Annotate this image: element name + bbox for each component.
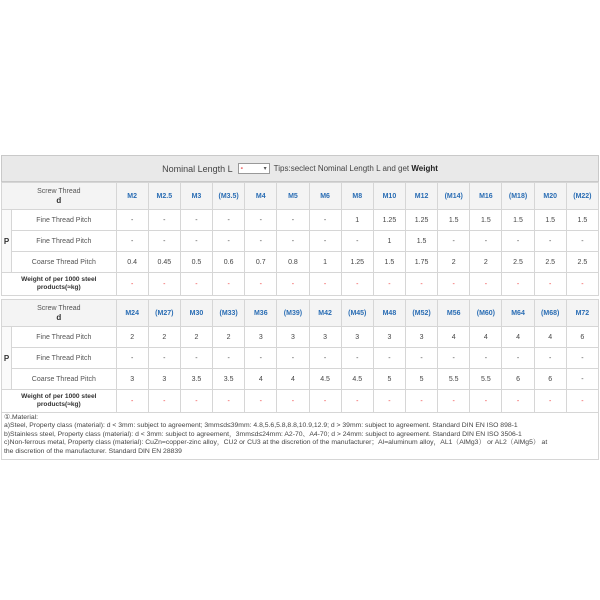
size-cell: M42 bbox=[309, 300, 341, 327]
size-cell: M48 bbox=[373, 300, 405, 327]
value-cell: 2.5 bbox=[566, 252, 598, 273]
value-cell: - bbox=[116, 348, 148, 369]
value-cell: - bbox=[341, 231, 373, 252]
value-cell: 6 bbox=[502, 369, 534, 390]
value-cell: 5 bbox=[405, 369, 437, 390]
pitch-p-label: P bbox=[2, 327, 12, 390]
value-cell: 5.5 bbox=[438, 369, 470, 390]
weight-cell: - bbox=[438, 390, 470, 413]
value-cell: 2 bbox=[438, 252, 470, 273]
nominal-length-header bbox=[1, 155, 599, 182]
note-steel: a)Steel, Property class (material): d < 3mm: subject to agreement; 3mm≤d≤39mm: 4.8,5.6,5.8,8.8,10.9,12.9; d > 39mm: subject to agreement. Standard DIN EN ISO 898-1 bbox=[4, 422, 518, 430]
size-cell: (M52) bbox=[405, 300, 437, 327]
value-cell: 5.5 bbox=[470, 369, 502, 390]
nominal-length-select-value: - bbox=[240, 165, 243, 172]
value-cell: - bbox=[148, 348, 180, 369]
value-cell: 3 bbox=[277, 327, 309, 348]
value-cell: - bbox=[438, 231, 470, 252]
value-cell: 0.4 bbox=[116, 252, 148, 273]
value-cell: 4 bbox=[245, 369, 277, 390]
weight-cell: - bbox=[502, 390, 534, 413]
value-cell: 0.8 bbox=[277, 252, 309, 273]
size-cell: M24 bbox=[116, 300, 148, 327]
value-cell: 1.5 bbox=[534, 210, 566, 231]
weight-cell: - bbox=[341, 273, 373, 296]
size-cell: (M60) bbox=[470, 300, 502, 327]
weight-cell: - bbox=[116, 273, 148, 296]
value-cell: 2 bbox=[470, 252, 502, 273]
value-cell: - bbox=[534, 231, 566, 252]
value-cell: 6 bbox=[566, 327, 598, 348]
value-cell: - bbox=[277, 348, 309, 369]
value-cell: 2.5 bbox=[534, 252, 566, 273]
size-cell: M8 bbox=[341, 183, 373, 210]
value-cell: 3 bbox=[373, 327, 405, 348]
weight-cell: - bbox=[180, 390, 212, 413]
weight-cell: - bbox=[148, 390, 180, 413]
fine-pitch-label: Fine Thread Pitch bbox=[12, 327, 117, 348]
screw-thread-text: Screw Thread bbox=[37, 188, 81, 195]
chevron-down-icon: ▾ bbox=[263, 166, 267, 172]
weight-cell: - bbox=[213, 390, 245, 413]
weight-cell: - bbox=[148, 273, 180, 296]
value-cell: - bbox=[245, 348, 277, 369]
value-cell: 4.5 bbox=[341, 369, 373, 390]
fine-pitch-row bbox=[2, 210, 599, 231]
fine-pitch-row-2 bbox=[2, 231, 599, 252]
value-cell: 4 bbox=[534, 327, 566, 348]
value-cell: 3.5 bbox=[180, 369, 212, 390]
weight-cell: - bbox=[470, 390, 502, 413]
fine-pitch-label-2: Fine Thread Pitch bbox=[12, 231, 117, 252]
value-cell: 6 bbox=[534, 369, 566, 390]
size-cell: M2.5 bbox=[148, 183, 180, 210]
size-cell: M12 bbox=[405, 183, 437, 210]
value-cell: 3 bbox=[116, 369, 148, 390]
weight-label: Weight of per 1000 steel products(≈kg) bbox=[21, 393, 97, 408]
value-cell: 1 bbox=[341, 210, 373, 231]
value-cell: 3 bbox=[341, 327, 373, 348]
value-cell: 4 bbox=[277, 369, 309, 390]
thread-tables bbox=[1, 182, 599, 413]
thread-table-2 bbox=[1, 299, 599, 413]
value-cell: 1.25 bbox=[373, 210, 405, 231]
weight-cell: - bbox=[309, 390, 341, 413]
weight-cell: - bbox=[277, 390, 309, 413]
weight-cell: - bbox=[309, 273, 341, 296]
weight-row bbox=[2, 273, 599, 296]
size-cell: M36 bbox=[245, 300, 277, 327]
value-cell: - bbox=[470, 348, 502, 369]
weight-cell: - bbox=[116, 390, 148, 413]
size-cell: M72 bbox=[566, 300, 598, 327]
tips-weight: Weight bbox=[411, 164, 438, 173]
value-cell: - bbox=[309, 210, 341, 231]
coarse-pitch-row bbox=[2, 252, 599, 273]
value-cell: 1 bbox=[309, 252, 341, 273]
weight-cell: - bbox=[566, 273, 598, 296]
size-cell: M4 bbox=[245, 183, 277, 210]
value-cell: - bbox=[502, 348, 534, 369]
size-row bbox=[2, 183, 599, 210]
weight-cell: - bbox=[245, 273, 277, 296]
size-row bbox=[2, 300, 599, 327]
fine-pitch-row-2 bbox=[2, 348, 599, 369]
weight-cell: - bbox=[277, 273, 309, 296]
value-cell: 3 bbox=[245, 327, 277, 348]
thread-d-label: d bbox=[56, 196, 62, 205]
value-cell: - bbox=[309, 348, 341, 369]
value-cell: - bbox=[213, 210, 245, 231]
value-cell: - bbox=[405, 348, 437, 369]
nominal-length-select[interactable] bbox=[238, 163, 270, 174]
weight-cell: - bbox=[470, 273, 502, 296]
value-cell: - bbox=[180, 231, 212, 252]
size-cell: (M33) bbox=[213, 300, 245, 327]
value-cell: - bbox=[148, 231, 180, 252]
value-cell: 1.5 bbox=[566, 210, 598, 231]
value-cell: 4 bbox=[438, 327, 470, 348]
value-cell: 1 bbox=[373, 231, 405, 252]
value-cell: - bbox=[116, 231, 148, 252]
value-cell: 0.7 bbox=[245, 252, 277, 273]
coarse-pitch-label: Coarse Thread Pitch bbox=[12, 252, 117, 273]
size-cell: M30 bbox=[180, 300, 212, 327]
weight-cell: - bbox=[534, 390, 566, 413]
coarse-pitch-label: Coarse Thread Pitch bbox=[12, 369, 117, 390]
weight-cell: - bbox=[405, 273, 437, 296]
size-cell: M3 bbox=[180, 183, 212, 210]
size-cell: (M14) bbox=[438, 183, 470, 210]
screw-thread-label bbox=[2, 304, 116, 322]
value-cell: - bbox=[566, 369, 598, 390]
value-cell: - bbox=[341, 348, 373, 369]
weight-cell: - bbox=[438, 273, 470, 296]
screw-thread-label bbox=[2, 187, 116, 205]
weight-cell: - bbox=[534, 273, 566, 296]
weight-cell: - bbox=[373, 390, 405, 413]
value-cell: 4 bbox=[470, 327, 502, 348]
size-cell: M10 bbox=[373, 183, 405, 210]
size-cell: M56 bbox=[438, 300, 470, 327]
size-cell: (M68) bbox=[534, 300, 566, 327]
size-cell: M6 bbox=[309, 183, 341, 210]
value-cell: 3 bbox=[309, 327, 341, 348]
value-cell: 1.5 bbox=[438, 210, 470, 231]
fine-pitch-label-2: Fine Thread Pitch bbox=[12, 348, 117, 369]
note-title: ①.Material: bbox=[4, 414, 39, 421]
screw-thread-cell bbox=[2, 300, 117, 327]
weight-cell: - bbox=[213, 273, 245, 296]
value-cell: 2 bbox=[116, 327, 148, 348]
screw-thread-text: Screw Thread bbox=[37, 305, 81, 312]
size-cell: M2 bbox=[116, 183, 148, 210]
value-cell: 4.5 bbox=[309, 369, 341, 390]
thread-d-label: d bbox=[56, 313, 62, 322]
size-cell: (M27) bbox=[148, 300, 180, 327]
value-cell: - bbox=[148, 210, 180, 231]
value-cell: 0.6 bbox=[213, 252, 245, 273]
value-cell: - bbox=[213, 348, 245, 369]
value-cell: - bbox=[566, 231, 598, 252]
value-cell: 1.25 bbox=[341, 252, 373, 273]
weight-row bbox=[2, 390, 599, 413]
weight-cell: - bbox=[341, 390, 373, 413]
value-cell: - bbox=[180, 210, 212, 231]
value-cell: - bbox=[277, 210, 309, 231]
weight-label-cell bbox=[2, 390, 117, 413]
fine-pitch-label: Fine Thread Pitch bbox=[12, 210, 117, 231]
screw-thread-cell bbox=[2, 183, 117, 210]
weight-cell: - bbox=[180, 273, 212, 296]
weight-cell: - bbox=[502, 273, 534, 296]
value-cell: - bbox=[502, 231, 534, 252]
value-cell: 0.5 bbox=[180, 252, 212, 273]
value-cell: 2 bbox=[213, 327, 245, 348]
size-cell: M20 bbox=[534, 183, 566, 210]
value-cell: - bbox=[438, 348, 470, 369]
size-cell: (M3.5) bbox=[213, 183, 245, 210]
value-cell: 2 bbox=[180, 327, 212, 348]
value-cell: - bbox=[309, 231, 341, 252]
value-cell: - bbox=[373, 348, 405, 369]
value-cell: - bbox=[277, 231, 309, 252]
note-nonferrous-cont: the discretion of the manufacturer. Standard DIN EN 28839 bbox=[4, 447, 182, 455]
value-cell: - bbox=[116, 210, 148, 231]
value-cell: 0.45 bbox=[148, 252, 180, 273]
value-cell: - bbox=[180, 348, 212, 369]
value-cell: 2 bbox=[148, 327, 180, 348]
size-cell: M64 bbox=[502, 300, 534, 327]
value-cell: 5 bbox=[373, 369, 405, 390]
value-cell: 1.5 bbox=[373, 252, 405, 273]
value-cell: 3 bbox=[148, 369, 180, 390]
size-cell: (M22) bbox=[566, 183, 598, 210]
thread-spec-panel bbox=[1, 155, 599, 460]
weight-cell: - bbox=[373, 273, 405, 296]
size-cell: (M18) bbox=[502, 183, 534, 210]
note-nonferrous: c)Non-ferrous metal, Property class (material): CuZn=copper-zinc alloy，CU2 or CU3 at the discretion of the manufacturer；Al=aluminum alloy，AL1（AlMg3） or AL2（AlMg5） at bbox=[4, 439, 548, 447]
weight-cell: - bbox=[566, 390, 598, 413]
weight-cell: - bbox=[405, 390, 437, 413]
value-cell: 1.5 bbox=[470, 210, 502, 231]
value-cell: - bbox=[534, 348, 566, 369]
material-notes bbox=[1, 413, 599, 460]
value-cell: - bbox=[566, 348, 598, 369]
size-cell: M5 bbox=[277, 183, 309, 210]
note-stainless: b)Stainless steel, Property class (material): d < 3mm: subject to agreement，3mm≤d≤24mm: A2-70、A4-70; d > 24mm: subject to agreement. Standard DIN EN ISO 3506-1 bbox=[4, 430, 522, 438]
weight-cell: - bbox=[245, 390, 277, 413]
pitch-p-label: P bbox=[2, 210, 12, 273]
thread-table-1 bbox=[1, 182, 599, 296]
value-cell: - bbox=[245, 210, 277, 231]
fine-pitch-row bbox=[2, 327, 599, 348]
value-cell: - bbox=[470, 231, 502, 252]
weight-label: Weight of per 1000 steel products(≈kg) bbox=[21, 276, 97, 291]
value-cell: 1.5 bbox=[405, 231, 437, 252]
value-cell: - bbox=[245, 231, 277, 252]
coarse-pitch-row bbox=[2, 369, 599, 390]
value-cell: 4 bbox=[502, 327, 534, 348]
value-cell: 3.5 bbox=[213, 369, 245, 390]
weight-label-cell bbox=[2, 273, 117, 296]
value-cell: 1.5 bbox=[502, 210, 534, 231]
size-cell: (M39) bbox=[277, 300, 309, 327]
value-cell: 3 bbox=[405, 327, 437, 348]
nominal-length-label: Nominal Length L bbox=[162, 163, 233, 174]
size-cell: M16 bbox=[470, 183, 502, 210]
tips-text: Tips:seclect Nominal Length L and get bbox=[273, 164, 410, 173]
value-cell: - bbox=[213, 231, 245, 252]
size-cell: (M45) bbox=[341, 300, 373, 327]
value-cell: 2.5 bbox=[502, 252, 534, 273]
value-cell: 1.75 bbox=[405, 252, 437, 273]
value-cell: 1.25 bbox=[405, 210, 437, 231]
